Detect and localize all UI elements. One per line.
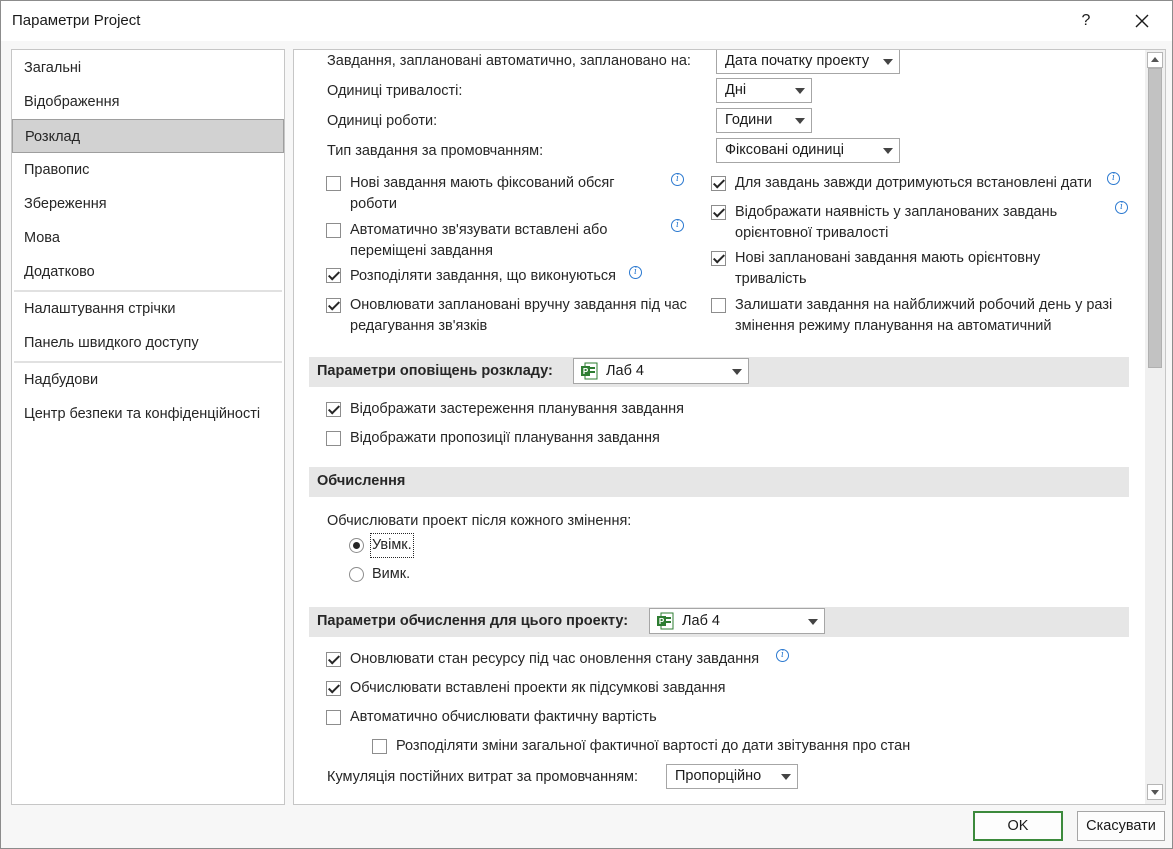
auto-actual-cost-checkbox[interactable] — [326, 710, 341, 725]
help-button[interactable] — [1069, 7, 1103, 35]
calc-on-label: Увімк. — [372, 535, 412, 556]
calc-project-value: Лаб 4 — [682, 613, 720, 629]
update-resource-status-label: Оновлювати стан ресурсу під час оновлення стану завдання — [350, 651, 760, 667]
chevron-down-icon — [781, 774, 791, 780]
project-file-icon — [580, 362, 598, 380]
task-type-dropdown[interactable] — [716, 138, 900, 163]
auto-actual-cost-label: Автоматично обчислювати фактичну вартість — [350, 709, 657, 725]
nav-item-general[interactable]: Загальні — [24, 60, 82, 76]
update-resource-status-checkbox[interactable] — [326, 652, 341, 667]
task-type-label: Тип завдання за промовчанням: — [327, 143, 544, 159]
chevron-down-icon — [808, 619, 818, 625]
nav-item-customize-ribbon[interactable]: Налаштування стрічки — [24, 301, 176, 317]
duration-units-dropdown[interactable] — [716, 78, 812, 103]
keep-nearest-working-day-label: Залишати завдання на найближчий робочий день у разі змінення режиму планування на автоматичний — [735, 297, 1113, 334]
update-manual-tasks-checkbox[interactable] — [326, 298, 341, 313]
calculation-section-header — [309, 467, 1129, 497]
nav-item-advanced[interactable]: Додатково — [24, 264, 95, 280]
info-icon: i — [776, 649, 789, 662]
inserted-projects-summary-checkbox[interactable] — [326, 681, 341, 696]
spread-actual-cost-checkbox[interactable] — [372, 739, 387, 754]
nav-item-proofing[interactable]: Правопис — [24, 162, 90, 178]
autolink-checkbox[interactable] — [326, 223, 341, 238]
honor-constraint-dates-checkbox[interactable] — [711, 176, 726, 191]
options-navigation — [11, 49, 285, 805]
project-calc-title: Параметри обчислення для цього проекту: — [317, 613, 629, 629]
honor-constraint-dates-label: Для завдань завжди дотримуються встановлені дати — [735, 175, 1092, 191]
calc-project-dropdown[interactable] — [649, 608, 825, 634]
svg-text:P: P — [582, 367, 589, 376]
help-icon: ? — [1081, 12, 1091, 29]
cancel-button[interactable]: Скасувати — [1077, 811, 1165, 841]
nav-item-add-ins[interactable]: Надбудови — [24, 372, 99, 388]
duration-units-label: Одиниці тривалості: — [327, 83, 463, 99]
auto-scheduled-value: Дата початку проекту — [725, 53, 870, 69]
info-icon: i — [671, 173, 684, 186]
nav-item-trust-center[interactable]: Центр безпеки та конфіденційності — [24, 406, 261, 422]
new-tasks-estimated-label: Нові заплановані завдання мають орієнтовну тривалість — [735, 250, 1041, 287]
chevron-down-icon — [883, 59, 893, 65]
scroll-up-button[interactable] — [1147, 52, 1163, 68]
scroll-thumb[interactable] — [1148, 68, 1162, 368]
split-tasks-label: Розподіляти завдання, що виконуються — [350, 268, 616, 284]
nav-item-save[interactable]: Збереження — [24, 196, 107, 212]
project-file-icon — [656, 612, 674, 630]
info-icon: i — [671, 219, 684, 232]
calc-off-label: Вимк. — [372, 566, 411, 582]
calculate-prompt: Обчислювати проект після кожного змінення: — [327, 513, 632, 529]
ok-button[interactable]: OK — [973, 811, 1063, 841]
task-type-value: Фіксовані одиниці — [725, 142, 845, 158]
show-scheduling-warnings-checkbox[interactable] — [326, 402, 341, 417]
keep-nearest-working-day-checkbox[interactable] — [711, 298, 726, 313]
show-scheduling-suggestions-label: Відображати пропозиції планування завдання — [350, 430, 660, 446]
work-units-dropdown[interactable] — [716, 108, 812, 133]
arrow-down-icon — [1151, 790, 1159, 795]
chevron-down-icon — [795, 118, 805, 124]
show-scheduling-suggestions-checkbox[interactable] — [326, 431, 341, 446]
chevron-down-icon — [795, 88, 805, 94]
show-estimated-duration-checkbox[interactable] — [711, 205, 726, 220]
fixed-costs-label: Кумуляція постійних витрат за промовчанням: — [327, 769, 639, 785]
work-units-label: Одиниці роботи: — [327, 113, 438, 129]
arrow-up-icon — [1151, 57, 1159, 62]
scroll-down-button[interactable] — [1147, 784, 1163, 800]
close-button[interactable] — [1125, 7, 1159, 35]
chevron-down-icon — [883, 148, 893, 154]
window-title: Параметри Project — [12, 12, 141, 29]
fixed-costs-dropdown[interactable] — [666, 764, 798, 789]
title-bar — [1, 1, 1172, 41]
alerts-project-value: Лаб 4 — [606, 363, 644, 379]
fixed-costs-value: Пропорційно — [675, 768, 762, 784]
show-estimated-duration-label: Відображати наявність у запланованих завдань орієнтовної тривалості — [735, 204, 1058, 241]
auto-scheduled-dropdown[interactable] — [716, 49, 900, 74]
nav-item-quick-access-toolbar[interactable]: Панель швидкого доступу — [24, 335, 199, 351]
fixed-work-checkbox[interactable] — [326, 176, 341, 191]
schedule-alerts-title: Параметри оповіщень розкладу: — [317, 363, 553, 379]
spread-actual-cost-label: Розподіляти зміни загальної фактичної вартості до дати звітування про стан — [396, 738, 911, 754]
new-tasks-estimated-checkbox[interactable] — [711, 251, 726, 266]
close-icon — [1135, 14, 1149, 28]
schedule-options-panel — [293, 49, 1166, 805]
calculation-title: Обчислення — [317, 473, 406, 489]
update-manual-tasks-label: Оновлювати заплановані вручну завдання під час редагування зв'язків — [350, 297, 687, 334]
calc-on-radio[interactable] — [349, 538, 364, 553]
split-tasks-checkbox[interactable] — [326, 268, 341, 283]
nav-item-schedule[interactable]: Розклад — [12, 119, 284, 153]
chevron-down-icon — [732, 369, 742, 375]
duration-units-value: Дні — [725, 82, 747, 98]
auto-scheduled-label: Завдання, заплановані автоматично, заплановано на: — [327, 53, 691, 69]
nav-item-language[interactable]: Мова — [24, 230, 60, 246]
info-icon: i — [1107, 172, 1120, 185]
vertical-scrollbar[interactable] — [1145, 50, 1165, 804]
alerts-project-dropdown[interactable] — [573, 358, 749, 384]
svg-text:P: P — [658, 617, 665, 626]
work-units-value: Години — [725, 112, 773, 128]
inserted-projects-summary-label: Обчислювати вставлені проекти як підсумкові завдання — [350, 680, 726, 696]
calc-off-radio[interactable] — [349, 567, 364, 582]
info-icon: i — [629, 266, 642, 279]
show-scheduling-warnings-label: Відображати застереження планування завдання — [350, 401, 684, 417]
fixed-work-label: Нові завдання мають фіксований обсяг роботи — [350, 175, 615, 212]
info-icon: i — [1115, 201, 1128, 214]
autolink-label: Автоматично зв'язувати вставлені або переміщені завдання — [350, 222, 608, 259]
nav-item-display[interactable]: Відображення — [24, 94, 120, 110]
